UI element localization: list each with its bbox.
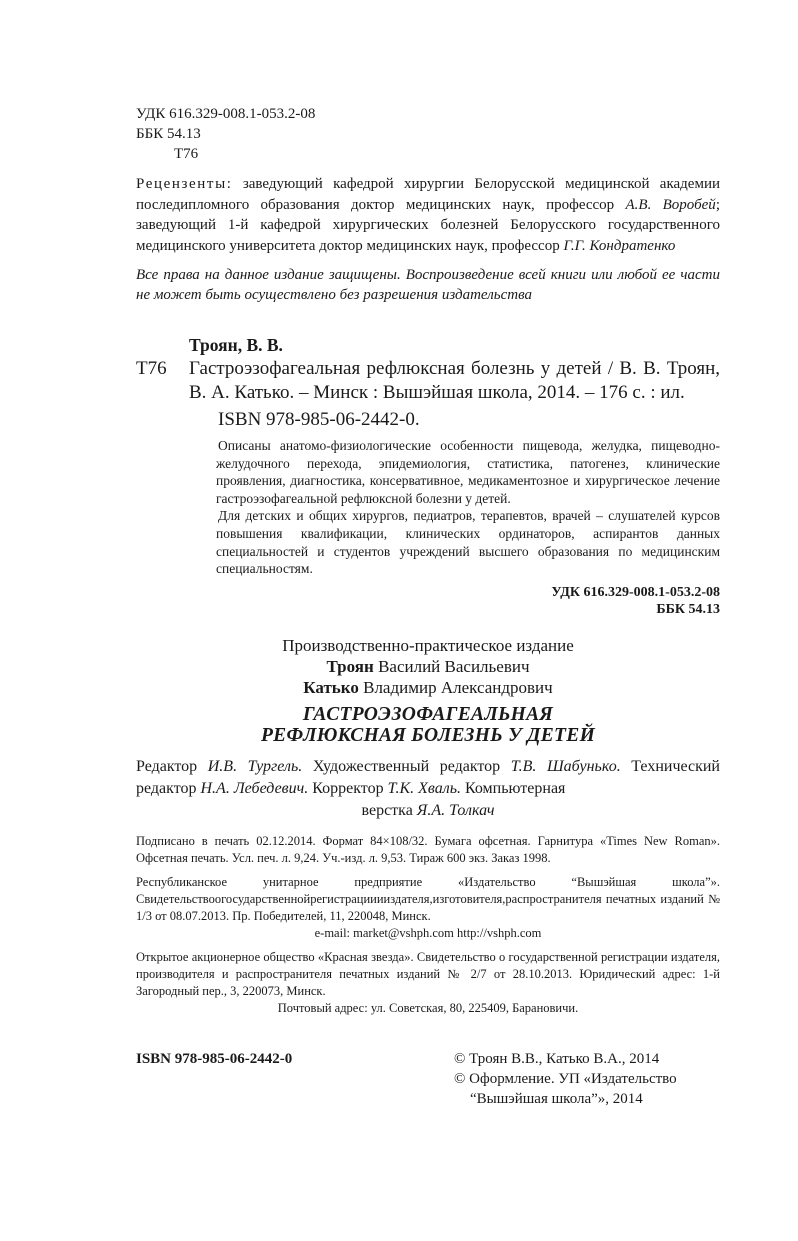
publisher-info: Республиканское унитарное предприятие «Издательство “Вышэйшая школа”». Свидетельствоогосударственнойрегистрацииииздателя,изготовителя,распространителя печатных изданий № 1/3 от 08.07.2013. Пр. Победителей, 11, 220048, Минск. — [136, 874, 720, 923]
reviewers-text-1: заведующий кафедрой хирургии Белорусской медицинской академии последипломного образования доктор медицинских наук, профессор — [136, 176, 720, 213]
annotation-paragraph-2: Для детских и общих хирургов, педиатров, терапевтов, врачей – слушателей курсов повышения квалификации, клинических ординаторов, аспирантов данных специальностей и студентов учреждений высшего образования по медицинским специальностям. — [216, 508, 720, 577]
author1-lastname: Троян — [326, 656, 374, 676]
layout-label: Компьютерная — [460, 779, 566, 797]
bbk-code: ББК 54.13 — [136, 126, 201, 142]
publisher-contacts: e-mail: market@vshph.com http://vshph.com — [314, 925, 542, 940]
imprint-page — [136, 104, 720, 1024]
classification-codes — [136, 104, 720, 164]
imprint-details — [136, 833, 720, 1017]
annotation-paragraph-1: Описаны анатомо-физиологические особенности пищевода, желудка, пищеводно-желудочного перехода, эпидемиология, статистика, патогенез, клинические проявления, диагностика, консервативное, медикаментозное и хирургическое лечение гастроэзофагеальной рефлюксной болезни у детей. — [216, 438, 720, 506]
udk-code: УДК 616.329-008.1-053.2-08 — [136, 106, 316, 122]
reviewers-text-2: ; заведующий 1-й кафедрой хирургических болезней Белорусского государственного медицинского университета доктор медицинских наук, профессор — [136, 196, 720, 254]
rights-notice: Все права на данное издание защищены. Воспроизведение всей книги или любой ее части не может быть осуществлено без разрешения издательства — [136, 267, 720, 303]
catalog-bbk: ББК 54.13 — [656, 601, 720, 617]
corrector-label: Корректор — [308, 779, 388, 797]
author2-name: Владимир Александрович — [358, 678, 553, 698]
copyright-line-3: “Вышэйшая школа”», 2014 — [470, 1091, 643, 1107]
editor-label: Редактор — [136, 757, 208, 775]
catalog-codes — [136, 584, 720, 618]
author-mark: Т76 — [174, 146, 199, 162]
print-info: Подписано в печать 02.12.2014. Формат 84×108/32. Бумага офсетная. Гарнитура «Times New Roman». Офсетная печать. Усл. печ. л. 9,24. Уч.-изд. л. 9,53. Тираж 600 экз. Заказ 1998. — [136, 833, 720, 865]
author1-name: Василий Васильевич — [373, 656, 530, 676]
layout-label-2: верстка — [361, 801, 417, 819]
catalog-entry — [136, 357, 720, 404]
reviewer-name-1: А.В. Воробей — [625, 196, 716, 213]
author-line-1 — [136, 656, 720, 678]
book-title-line-1: ГАСТРОЭЗОФАГЕАЛЬНАЯ — [302, 703, 554, 725]
annotation — [136, 437, 720, 578]
layout-line — [136, 800, 720, 822]
copyright-block — [454, 1049, 724, 1109]
publication-type: Производственно-практическое издание — [282, 635, 574, 655]
art-editor-label: Художественный редактор — [302, 757, 511, 775]
editor-name: И.В. Тургель. — [207, 757, 303, 775]
art-editor-name: Т.В. Шабунько. — [510, 757, 621, 775]
catalog-author: Троян, В. В. — [189, 335, 283, 355]
author2-lastname: Катько — [303, 678, 359, 698]
author-line-2 — [136, 677, 720, 699]
tech-editor-name: Н.А. Лебедевич. — [200, 779, 309, 797]
tech-editor-label: Технический редактор — [136, 757, 720, 797]
reviewers-paragraph — [136, 174, 720, 256]
reviewer-name-2: Г.Г. Кондратенко — [563, 237, 676, 254]
catalog-isbn: ISBN 978-985-06-2442-0. — [218, 409, 420, 430]
editorial-staff — [136, 756, 720, 822]
printer-info: Открытое акционерное общество «Красная звезда». Свидетельство о государственной регистрации издателя, производителя и распространителя печатных изданий № 2/7 от 28.10.2013. Юридический адрес: 1-й Загородный пер., 3, 220073, Минск. — [136, 949, 720, 998]
printer-postal: Почтовый адрес: ул. Советская, 80, 225409, Барановичи. — [277, 1000, 579, 1015]
catalog-description: Гастроэзофагеальная рефлюксная болезнь у детей / В. В. Троян, В. А. Катько. – Минск : Вышэйшая школа, 2014. – 176 с. : ил. — [189, 358, 720, 403]
catalog-udk: УДК 616.329-008.1-053.2-08 — [551, 584, 720, 600]
copyright-line-1: © Троян В.В., Катько В.А., 2014 — [454, 1051, 660, 1067]
corrector-name: Т.К. Хваль. — [387, 779, 461, 797]
reviewers-heading: Рецензенты: — [136, 176, 233, 192]
book-title-line-2: РЕФЛЮКСНАЯ БОЛЕЗНЬ У ДЕТЕЙ — [260, 725, 596, 747]
layout-name: Я.А. Толкач — [416, 801, 495, 819]
copyright-line-2: © Оформление. УП «Издательство — [454, 1071, 677, 1087]
catalog-code: Т76 — [136, 358, 167, 379]
footer-isbn: ISBN 978-985-06-2442-0 — [136, 1051, 293, 1067]
book-title — [136, 704, 720, 747]
